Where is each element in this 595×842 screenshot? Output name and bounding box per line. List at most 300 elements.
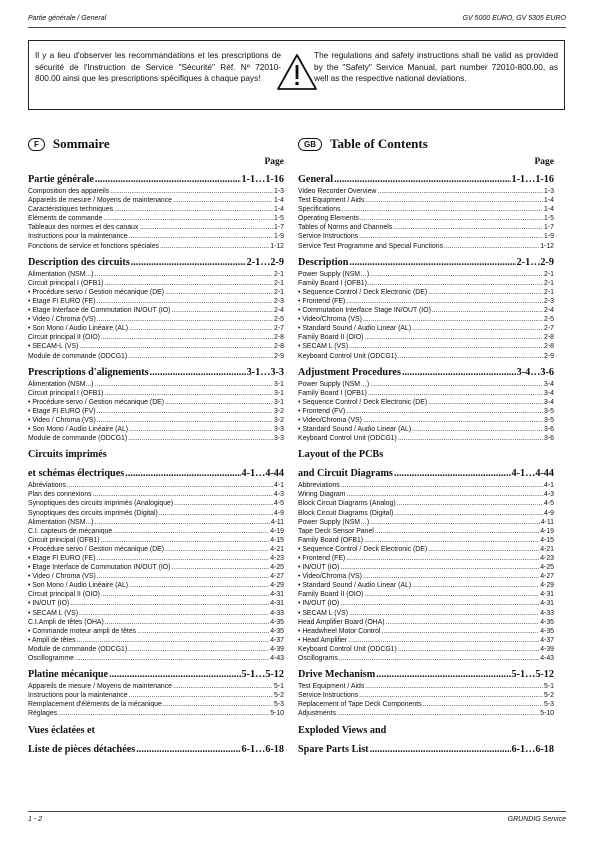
- dot-leader: [171, 563, 269, 572]
- dot-leader: [171, 306, 273, 315]
- toc-entry: [298, 563, 554, 572]
- toc-entry: [298, 205, 554, 214]
- toc-entry-label: Specifications: [298, 206, 341, 214]
- toc-entry-label: • Etage FI EURO (FV): [28, 407, 96, 415]
- toc-page-number: 4-15: [540, 536, 554, 544]
- toc-entry-label: Power Supply (NSM…): [298, 380, 370, 388]
- toc-entry-label: Tables of Norms and Channels: [298, 224, 393, 232]
- toc-entry-label: • Sequence Control / Deck Electronic (DE): [298, 288, 428, 296]
- dot-leader: [137, 627, 269, 636]
- dot-leader: [94, 518, 269, 527]
- toc-entry-label: • Frontend (FV): [298, 407, 346, 415]
- dot-leader: [348, 636, 539, 645]
- dot-leader: [346, 554, 539, 563]
- toc-entry-label: Prescriptions d'alignements: [28, 366, 149, 378]
- dot-leader: [365, 196, 543, 205]
- toc-page-number: 5-3: [544, 701, 554, 709]
- toc-entry-label: Family Board I (OFB1): [298, 389, 367, 397]
- dot-leader: [377, 187, 543, 196]
- toc-page-number: 3-5: [544, 407, 554, 415]
- toc-entry: [28, 270, 284, 279]
- toc-page-number: 4-23: [270, 555, 284, 562]
- toc-entry: [298, 214, 554, 223]
- dot-leader: [97, 554, 270, 563]
- toc-entry-label: C.I. capteurs de mécanique: [28, 527, 113, 535]
- toc-entry-label: Service Instructions: [298, 692, 359, 700]
- toc-entry-label: Abréviations: [28, 482, 66, 490]
- toc-chapter-heading: [28, 723, 284, 738]
- dot-leader: [93, 490, 273, 499]
- toc-page-number: 3-1…3-3: [246, 366, 284, 378]
- toc-page-number: 4-11: [540, 518, 554, 526]
- toc-page-number: 1-5: [544, 215, 554, 223]
- safety-warning-box: [28, 40, 565, 110]
- toc-entry: [28, 572, 284, 581]
- toc-entry: [298, 627, 554, 636]
- dot-leader: [370, 518, 539, 527]
- toc-entry-label: Layout of the PCBs: [298, 449, 384, 461]
- toc-chapter-heading: [298, 667, 554, 682]
- toc-entry-label: • Video/Chroma (VS): [298, 416, 362, 424]
- toc-page-number: 4-27: [270, 573, 284, 581]
- toc-page-number: 6-1…6-18: [511, 743, 554, 755]
- toc-entry-label: • IN/OUT (IO): [28, 600, 70, 608]
- toc-entry: [28, 232, 284, 241]
- toc-entry-label: • Commutation Interface Stage IN/OUT (IO): [298, 307, 431, 315]
- toc-page-number: 4-39: [540, 645, 554, 653]
- toc-chapter-heading: [28, 447, 284, 462]
- toc-page-number: 2-1…2-9: [516, 256, 554, 268]
- dot-leader: [339, 654, 539, 663]
- page-column-label: Page: [534, 157, 554, 167]
- toc-page-number: 4-33: [540, 609, 554, 617]
- dot-leader: [160, 242, 269, 251]
- toc-entry: [298, 654, 554, 663]
- toc-entry-label: • Video / Chroma (VS): [28, 573, 96, 581]
- toc-entry-label: Circuit principal (OFB1): [28, 536, 100, 544]
- toc-page-number: 4-23: [540, 555, 554, 562]
- dot-leader: [125, 466, 240, 481]
- toc-entry-label: Oscillograms: [298, 655, 338, 663]
- toc-entry-label: • Frontend (FE): [298, 297, 346, 305]
- dot-leader: [398, 434, 543, 443]
- dot-leader: [397, 499, 543, 508]
- toc-entry-label: • IN/OUT (IO): [298, 564, 340, 572]
- toc-entry-label: Adjustment Procedures: [298, 366, 401, 378]
- toc-page-number: 4-29: [540, 582, 554, 590]
- toc-entry: [28, 324, 284, 333]
- toc-entry-label: Power Supply (NSM…): [298, 270, 370, 278]
- toc-entry-label: Adjustments: [298, 710, 336, 718]
- toc-entry: [298, 333, 554, 342]
- dot-leader: [394, 509, 543, 518]
- toc-entry-label: Module de commande (ODCG1): [28, 352, 128, 360]
- dot-leader: [79, 342, 273, 351]
- toc-entry-label: Synoptiques des circuits imprimés (Digital): [28, 509, 158, 517]
- toc-entry-label: Alimentation (NSM...): [28, 380, 94, 388]
- toc-entry: [298, 572, 554, 581]
- toc-page-number: 5-10: [540, 710, 554, 718]
- toc-entry: [298, 527, 554, 536]
- toc-entry-label: Wiring Diagram: [298, 491, 346, 499]
- toc-entry-label: Alimentation (NSM...): [28, 270, 94, 278]
- toc-page-number: 4-25: [270, 564, 284, 572]
- toc-entry: [28, 518, 284, 527]
- toc-entry-label: Spare Parts List: [298, 743, 369, 755]
- toc-entry: [298, 481, 554, 490]
- toc-entry-label: Keyboard Control Unit (ODCG1): [298, 352, 397, 360]
- dot-leader: [394, 466, 511, 481]
- toc-entry-label: • SECAM L (VS): [298, 609, 349, 617]
- toc-entry-label: Keyboard Control Unit (ODCG1): [298, 645, 397, 653]
- toc-entry: [298, 599, 554, 608]
- toc-page-number: 2-4: [544, 307, 554, 315]
- dot-leader: [342, 205, 544, 214]
- toc-entry: [28, 389, 284, 398]
- dot-leader: [165, 288, 273, 297]
- toc-chapter-heading: [298, 447, 554, 462]
- toc-entry: [28, 352, 284, 361]
- toc-page-number: 5-10: [270, 710, 284, 718]
- toc-page-number: 4-43: [270, 655, 284, 663]
- toc-page-number: 3-1: [274, 398, 284, 406]
- dot-leader: [444, 242, 539, 251]
- toc-entry-label: General: [298, 174, 334, 185]
- dot-leader: [423, 700, 543, 709]
- toc-entry: [298, 324, 554, 333]
- warning-triangle-icon: [275, 52, 319, 92]
- language-badge-f: F: [28, 138, 45, 151]
- toc-entry: [28, 279, 284, 288]
- toc-entry: [298, 187, 554, 196]
- dot-leader: [368, 279, 543, 288]
- toc-entry: [298, 196, 554, 205]
- toc-english: [298, 136, 554, 757]
- toc-chapter-heading: [28, 255, 284, 270]
- toc-entry: [298, 518, 554, 527]
- toc-page-number: 4-21: [270, 545, 284, 553]
- toc-chapter-heading: [298, 172, 554, 187]
- toc-entry-label: Instructions pour la maintenance: [28, 692, 128, 700]
- dot-leader: [159, 509, 273, 518]
- toc-entry: [298, 590, 554, 599]
- toc-page-number: 4-33: [270, 609, 284, 617]
- toc-page-number: 2-9: [544, 352, 554, 360]
- toc-page-number: 1-9: [274, 233, 284, 241]
- toc-page-number: 5-2: [544, 692, 554, 700]
- dot-leader: [97, 315, 273, 324]
- toc-entry: [298, 536, 554, 545]
- toc-entry: [28, 563, 284, 572]
- dot-leader: [393, 223, 543, 232]
- toc-entry-label: • Video / Chroma (VS): [28, 316, 96, 324]
- toc-entry-label: Réglages: [28, 710, 58, 718]
- dot-leader: [428, 288, 543, 297]
- toc-entry: [28, 691, 284, 700]
- dot-leader: [97, 572, 269, 581]
- toc-page-number: 4-35: [270, 618, 284, 626]
- dot-leader: [341, 481, 543, 490]
- toc-entry-label: Alimentation (NSM...): [28, 518, 94, 526]
- toc-page-number: 2-5: [544, 316, 554, 324]
- toc-page-number: 4-25: [540, 564, 554, 572]
- dot-leader: [349, 255, 515, 270]
- toc-page-number: 2-8: [274, 343, 284, 351]
- toc-entry-label: • Son Mono / Audio Linéaire (AL): [28, 426, 129, 434]
- toc-chapter-heading: [298, 723, 554, 738]
- dot-leader: [105, 618, 269, 627]
- dot-leader: [79, 609, 269, 618]
- dot-leader: [340, 599, 539, 608]
- toc-entry: [28, 627, 284, 636]
- toc-entry-label: Remplacement d'éléments de la mécanique: [28, 701, 162, 709]
- dot-leader: [129, 324, 273, 333]
- toc-entry: [28, 288, 284, 297]
- toc-entry-label: Composition des appareils: [28, 188, 110, 195]
- toc-entry: [28, 205, 284, 214]
- dot-leader: [97, 297, 274, 306]
- toc-entry-label: • Son Mono / Audio Linéaire (AL): [28, 582, 129, 590]
- toc-entry-label: Instructions pour la maintenance: [28, 233, 128, 241]
- toc-page-number: 4-3: [274, 491, 284, 499]
- dot-leader: [101, 333, 273, 342]
- toc-entry: [298, 682, 554, 691]
- dot-leader: [139, 223, 273, 232]
- toc-entry: [28, 581, 284, 590]
- toc-entry: [28, 599, 284, 608]
- toc-entry: [28, 490, 284, 499]
- dot-leader: [94, 270, 273, 279]
- toc-entry-label: • SECAM L (VS): [298, 343, 349, 351]
- toc-page-number: 4-37: [270, 636, 284, 644]
- toc-page-number: 3-6: [544, 426, 554, 434]
- toc-entry: [298, 636, 554, 645]
- toc-entry-label: • Procédure servo / Gestion mécanique (DE): [28, 398, 165, 406]
- dot-leader: [412, 581, 539, 590]
- dot-leader: [349, 609, 539, 618]
- toc-entry: [28, 380, 284, 389]
- header-model-numbers: GV 5000 EURO, GV 5305 EURO: [462, 15, 566, 22]
- dot-leader: [173, 682, 273, 691]
- toc-entry: [28, 499, 284, 508]
- dot-leader: [363, 572, 539, 581]
- dot-leader: [370, 270, 543, 279]
- toc-page-number: 2-7: [544, 325, 554, 333]
- dot-leader: [101, 536, 270, 545]
- toc-chapter-heading: [298, 466, 554, 481]
- toc-entry-label: • Frontend (FE): [298, 555, 346, 562]
- dot-leader: [165, 545, 269, 554]
- dot-leader: [103, 214, 273, 223]
- toc-entry-label: and Circuit Diagrams: [298, 468, 393, 480]
- toc-entry-label: • Procédure servo / Gestion mécanique (DE): [28, 545, 165, 553]
- toc-page-number: 2-1: [544, 270, 554, 278]
- toc-entry: [28, 434, 284, 443]
- toc-entry-label: • SECAM L (VS): [28, 609, 79, 617]
- toc-entry-label: Operating Elements: [298, 215, 359, 223]
- toc-page-number: 1-4: [544, 206, 554, 214]
- toc-page-number: 4-37: [540, 636, 554, 644]
- toc-page-number: 1-4: [274, 206, 284, 214]
- dot-leader: [97, 416, 273, 425]
- toc-page-number: 4-11: [270, 518, 284, 526]
- toc-page-number: 2-9: [274, 352, 284, 360]
- toc-entry-label: • Etage FI EURO (FE): [28, 555, 96, 562]
- toc-entry: [28, 306, 284, 315]
- dot-leader: [346, 297, 543, 306]
- toc-page-number: 2-7: [274, 325, 284, 333]
- toc-page-number: 2-1: [544, 288, 554, 296]
- toc-page-number: 2-1…2-9: [246, 256, 284, 268]
- dot-leader: [412, 324, 543, 333]
- toc-page-number: 4-3: [544, 491, 554, 499]
- toc-page-number: 3-4: [544, 398, 554, 406]
- toc-entry: [28, 297, 284, 306]
- toc-entry: [298, 545, 554, 554]
- toc-entry: [28, 333, 284, 342]
- dot-leader: [368, 389, 543, 398]
- toc-page-number: 1-1…1-16: [511, 174, 554, 185]
- dot-leader: [364, 590, 539, 599]
- toc-entry-label: Block Circuit Diagrams (Analog): [298, 500, 396, 508]
- dot-leader: [363, 416, 543, 425]
- dot-leader: [428, 545, 539, 554]
- toc-entry-label: Fonctions de service et fonctions spéciales: [28, 242, 159, 250]
- dot-leader: [412, 425, 543, 434]
- toc-page-number: 4-31: [540, 591, 554, 599]
- toc-page-number: 4-19: [270, 527, 284, 535]
- toc-entry: [28, 398, 284, 407]
- toc-entry-label: • Ampli de têtes: [28, 636, 76, 644]
- toc-chapter-heading: [298, 255, 554, 270]
- toc-page-number: 2-1: [544, 279, 554, 287]
- toc-entry-label: Power Supply (NSM…): [298, 518, 370, 526]
- toc-entry: [28, 645, 284, 654]
- dot-leader: [370, 742, 511, 757]
- toc-page-number: 4-35: [540, 618, 554, 626]
- toc-entry: [298, 279, 554, 288]
- toc-entry-label: • Headwheel Motor Control: [298, 627, 381, 635]
- dot-leader: [129, 581, 269, 590]
- toc-entry: [298, 270, 554, 279]
- toc-page-number: 1-7: [274, 224, 284, 232]
- toc-chapter-heading: [298, 365, 554, 380]
- toc-entry: [28, 527, 284, 536]
- toc-page-number: 4-27: [540, 573, 554, 581]
- toc-page-number: 1-12: [540, 242, 554, 250]
- toc-page-number: 2-4: [274, 307, 284, 315]
- toc-entry: [298, 242, 554, 251]
- toc-entry: [298, 609, 554, 618]
- toc-page-number: 4-5: [544, 500, 554, 508]
- toc-entry: [298, 223, 554, 232]
- toc-page-number: 1-12: [270, 242, 284, 250]
- footer-brand: GRUNDIG Service: [507, 816, 566, 823]
- toc-entry-label: Service Test Programme and Special Functions: [298, 242, 444, 250]
- footer-rule: [28, 811, 566, 812]
- toc-entry: [298, 398, 554, 407]
- toc-page-number: 1-7: [544, 224, 554, 232]
- toc-french: [28, 136, 284, 757]
- toc-entry: [28, 536, 284, 545]
- dot-leader: [128, 434, 273, 443]
- toc-chapter-heading: [28, 466, 284, 481]
- toc-page-number: 3-4: [544, 389, 554, 397]
- warning-text-english: The regulations and safety instructions shall be valid as provided by the "Safety" Service Manual, part number 72010-800.00, as well as the respective national deviations.: [314, 50, 558, 84]
- toc-entry-label: Video Recorder Overview: [298, 188, 377, 195]
- toc-page-number: 2-8: [274, 334, 284, 342]
- dot-leader: [375, 527, 539, 536]
- toc-entry-label: Test Equipment / Aids: [298, 197, 365, 205]
- toc-page-number: 4-1: [274, 482, 284, 490]
- dot-leader: [173, 196, 273, 205]
- toc-page-number: 4-29: [270, 582, 284, 590]
- toc-entry-label: Circuit principal II (OIO): [28, 591, 100, 599]
- dot-leader: [174, 499, 273, 508]
- toc-page-number: 3-1: [274, 389, 284, 397]
- toc-entry-label: Family Board (OFB1): [298, 536, 364, 544]
- toc-entry: [28, 315, 284, 324]
- dot-leader: [360, 214, 543, 223]
- toc-entry-label: Partie générale: [28, 174, 94, 185]
- toc-page-number: 4-35: [540, 627, 554, 635]
- dot-leader: [398, 645, 539, 654]
- toc-page-number: 1-1…1-16: [241, 174, 284, 185]
- header-section-title: Partie générale / General: [28, 15, 107, 22]
- toc-entry: [28, 509, 284, 518]
- toc-entry-label: Replacement of Tape Deck Components: [298, 701, 422, 709]
- toc-entry: [298, 288, 554, 297]
- toc-entry: [298, 342, 554, 351]
- toc-entry: [28, 700, 284, 709]
- toc-entry: [298, 709, 554, 718]
- toc-page-number: 2-5: [274, 316, 284, 324]
- toc-page-number: 2-8: [544, 334, 554, 342]
- dot-leader: [398, 352, 543, 361]
- dot-leader: [75, 654, 269, 663]
- dot-leader: [128, 352, 273, 361]
- toc-entry: [28, 416, 284, 425]
- toc-page-number: 4-35: [270, 627, 284, 635]
- header-rule: [28, 27, 566, 28]
- toc-page-number: 4-39: [270, 645, 284, 653]
- toc-page-number: 4-1…4-44: [241, 468, 284, 480]
- toc-french-title: Sommaire: [52, 136, 110, 151]
- dot-leader: [364, 333, 543, 342]
- dot-leader: [340, 563, 539, 572]
- toc-page-number: 2-3: [544, 297, 554, 305]
- dot-leader: [109, 667, 240, 682]
- toc-entry-label: • Etage Interface de Commutation IN/OUT (IO): [28, 564, 171, 572]
- toc-page-number: 4-31: [540, 600, 554, 608]
- toc-entry: [298, 232, 554, 241]
- dot-leader: [334, 172, 510, 187]
- toc-page-number: 1-3: [274, 188, 284, 195]
- toc-entry-label: Family Board II (OIO): [298, 591, 364, 599]
- dot-leader: [129, 691, 273, 700]
- dot-leader: [370, 380, 543, 389]
- toc-entry: [298, 618, 554, 627]
- toc-page-number: 1-5: [274, 215, 284, 223]
- dot-leader: [349, 342, 543, 351]
- toc-entry-label: Plan des connexions: [28, 491, 92, 499]
- toc-page-number: 5-1…5-12: [241, 669, 284, 681]
- warning-text-french: Il y a lieu d'observer les recommandations et les prescriptions de sécurité de l'Instruction de Service "Sécurité" Réf. Nº 72010-800.00 ainsi que les prescriptions spécifiques à chaque pays!: [35, 50, 281, 84]
- toc-entry-label: Block Circuit Diagrams (Digital): [298, 509, 394, 517]
- toc-entry-label: Liste de pièces détachées: [28, 743, 136, 755]
- toc-chapter-heading: [28, 365, 284, 380]
- toc-entry-label: Tape Deck Sensor Panel: [298, 527, 374, 535]
